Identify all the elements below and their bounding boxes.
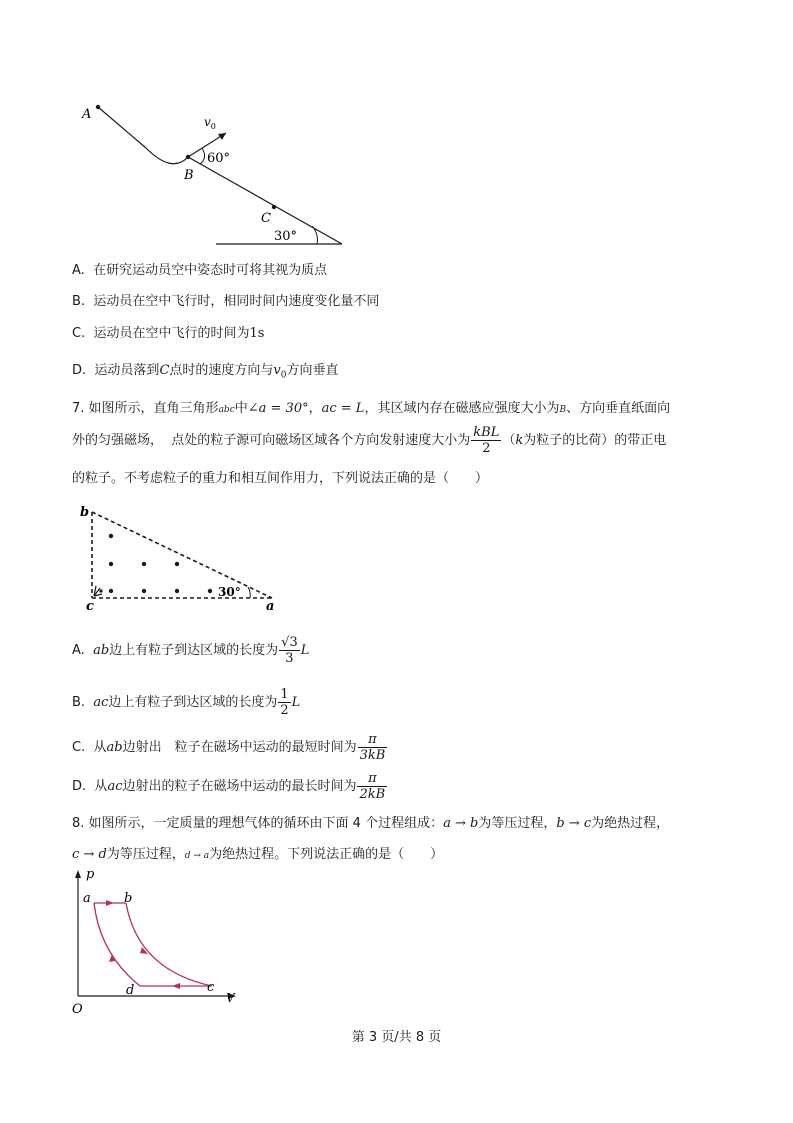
label-b: B	[184, 168, 194, 183]
option-letter: D.	[72, 779, 87, 794]
pv-cycle-figure	[68, 866, 248, 1016]
page-number: 第 3 页/共 8 页	[351, 1030, 442, 1045]
point-c: C	[159, 363, 170, 378]
cycle-curve	[94, 903, 212, 986]
fraction: $\frac{1}{2}$	[280, 687, 289, 718]
label-v: $v_0$	[204, 115, 216, 131]
angle-30-label: 30°	[274, 229, 298, 244]
option-letter: A.	[72, 263, 85, 278]
field-dot	[208, 589, 212, 593]
triangle-name: abc	[218, 405, 235, 415]
option-text: 运动员在空中飞行的时间为	[93, 326, 250, 341]
angle-60-arc	[200, 148, 205, 164]
origin-label: O	[72, 1002, 83, 1016]
field-dot	[175, 589, 179, 593]
option-value: 1s	[249, 326, 265, 341]
field-dot	[109, 534, 113, 538]
option-letter: D.	[72, 363, 87, 378]
axis-p-label: p	[86, 867, 95, 882]
point-a-dot	[96, 105, 100, 109]
ac-expr: ac = L	[321, 401, 365, 416]
option-text: 在研究运动员空中姿态时可将其视为质点	[93, 263, 328, 278]
q8-stem-line1: 8. 如图所示，一定质量的理想气体的循环由下面 4 个过程组成：a → b为等压过程，b → c为绝热过程，	[72, 816, 670, 831]
option-letter: A.	[72, 643, 85, 658]
p-axis-arrowhead	[75, 870, 81, 878]
field-dot	[109, 589, 113, 593]
process-ab: a → b	[443, 816, 479, 831]
arrow-cd	[172, 983, 180, 989]
q7-stem-line2: 外的匀强磁场， 点处的粒子源可向磁场区域各个方向发射速度大小为 $\frac{\text{kBL}}{2}$ （k为粒子的比荷）的带正电	[72, 425, 667, 456]
option-letter: B.	[72, 294, 86, 309]
q7-option-c: C. 从ab边射出 粒子在磁场中运动的最短时间为 $\frac{\pi}{3kB}$	[72, 732, 386, 763]
angle-expr: ∠a = 30°	[247, 401, 309, 416]
triangle-field-figure	[80, 502, 280, 612]
process-da: d → a	[184, 851, 210, 861]
field-dot	[142, 562, 146, 566]
q6-option-d: D. 运动员落到C点时的速度方向与$v_0$方向垂直	[72, 363, 339, 381]
state-d-label: d	[126, 983, 135, 998]
process-bc-curve	[126, 903, 212, 986]
angle-30-arc	[248, 587, 250, 598]
label-a: a	[266, 599, 275, 612]
field-dot	[175, 562, 179, 566]
label-b: b	[80, 505, 90, 520]
b-symbol: B	[559, 405, 567, 415]
q7-stem-line1: 7. 如图所示，直角三角形abc中∠a = 30°，ac = L，其区域内存在磁感应强度大小为B、方向垂直纸面向	[72, 401, 671, 416]
ski-jump-figure	[76, 96, 356, 248]
axis-v-label: V	[226, 991, 235, 1005]
q6-option-b	[72, 293, 379, 311]
speed-fraction: $\frac{\text{kBL}}{2}$	[473, 425, 500, 456]
fraction: $\frac{\pi}{3kB}$	[359, 732, 386, 763]
question-number: 8.	[72, 816, 85, 831]
segment-ac: ac	[107, 779, 123, 794]
option-letter: C.	[72, 740, 86, 755]
label-c: C	[261, 211, 271, 226]
question-number: 7.	[72, 401, 85, 416]
fraction: $\frac{√3}{3}$	[281, 635, 298, 666]
option-letter: B.	[72, 695, 86, 710]
state-c-label: c	[207, 980, 215, 995]
state-a-label: a	[83, 891, 91, 906]
q6-option-a	[72, 262, 327, 280]
side-ba	[92, 512, 272, 598]
process-cd: c → d	[72, 847, 107, 862]
process-da-curve	[94, 903, 140, 986]
label-a: A	[82, 107, 92, 122]
q7-option-a: A. ab边上有粒子到达区域的长度为 $\frac{√3}{3}$ L	[72, 635, 310, 666]
q7-option-d: D. 从ac边射出的粒子在磁场中运动的最长时间为 $\frac{\pi}{2kB}$	[72, 771, 386, 802]
option-letter: C.	[72, 326, 86, 341]
segment-ac: ac	[93, 695, 109, 710]
option-text: 运动员在空中飞行时，相同时间内速度变化量不同	[93, 294, 380, 309]
field-dot	[142, 589, 146, 593]
label-c: c	[86, 599, 94, 612]
segment-ab: ab	[93, 643, 110, 658]
field-dot	[99, 589, 102, 592]
state-b-label: b	[124, 891, 133, 906]
q8-stem-line2: c → d为等压过程，d → a为绝热过程。下列说法正确的是（ ）	[72, 847, 444, 862]
q7-option-b: B. ac边上有粒子到达区域的长度为 $\frac{1}{2}$ L	[72, 687, 301, 718]
angle-30-label: 30°	[218, 585, 241, 599]
ski-track	[98, 107, 342, 244]
fraction: $\frac{\pi}{2kB}$	[359, 771, 386, 802]
angle-60-label: 60°	[207, 151, 231, 166]
field-dot	[109, 562, 113, 566]
point-c-dot	[272, 205, 276, 209]
process-bc: b → c	[556, 816, 592, 831]
q7-stem-line3: 的粒子。不考虑粒子的重力和相互间作用力，下列说法正确的是（ ）	[72, 471, 489, 486]
v0-arrowhead	[218, 133, 226, 140]
segment-ab: ab	[106, 740, 123, 755]
q6-option-c	[72, 325, 264, 343]
arrow-ab	[106, 900, 114, 906]
